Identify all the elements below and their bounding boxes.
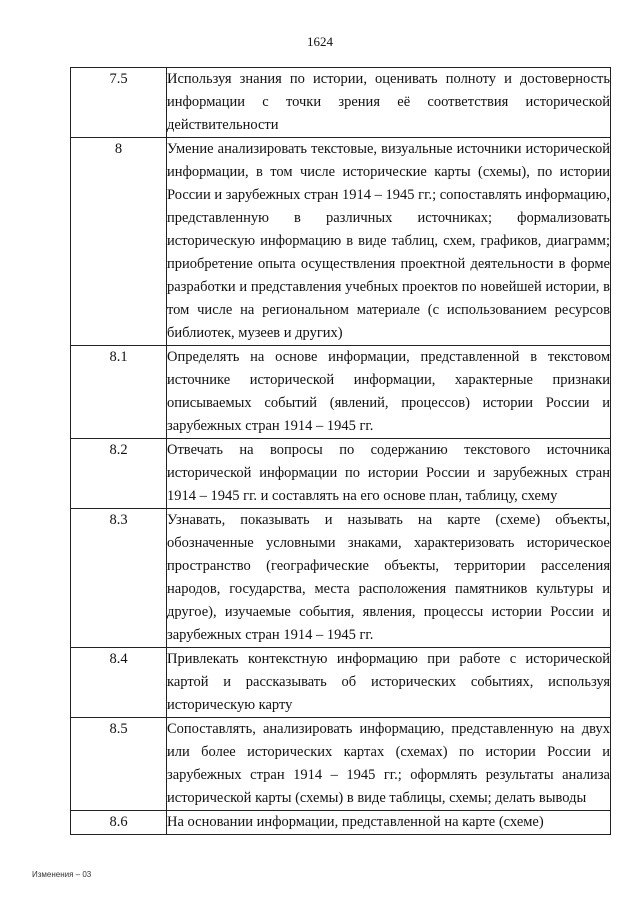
row-text: Отвечать на вопросы по содержанию текстового источника исторической информации по истории России и зарубежных стран 1914 – 1945 гг. и составлять на его основе план, таблицу, схему — [167, 439, 611, 509]
table-row — [71, 509, 611, 648]
table-row — [71, 439, 611, 509]
row-code: 8.5 — [71, 718, 167, 811]
row-code: 8.3 — [71, 509, 167, 648]
row-code: 8.1 — [71, 346, 167, 439]
table-row — [71, 811, 611, 835]
row-code: 7.5 — [71, 68, 167, 138]
row-code: 8 — [71, 138, 167, 346]
page-number: 1624 — [307, 34, 333, 49]
requirements-table — [70, 67, 611, 835]
row-text: Привлекать контекстную информацию при работе с исторической картой и рассказывать об исторических событиях, используя историческую карту — [167, 648, 611, 718]
row-code: 8.2 — [71, 439, 167, 509]
table-row — [71, 346, 611, 439]
row-text: Используя знания по истории, оценивать полноту и достоверность информации с точки зрения её соответствия исторической действительности — [167, 68, 611, 138]
row-text: Определять на основе информации, представленной в текстовом источнике исторической информации, характерные признаки описываемых событий (явлений, процессов) истории России и зарубежных стран 1914 – 1945 гг. — [167, 346, 611, 439]
row-text: Умение анализировать текстовые, визуальные источники исторической информации, в том числе исторические карты (схемы), по истории России и зарубежных стран 1914 – 1945 гг.; сопоставлять информацию, представленную в различных источниках; формализовать историческую информацию в виде таблиц, схем, графиков, диаграмм; приобретение опыта осуществления проектной деятельности в форме разработки и представления учебных проектов по новейшей истории, в том числе на региональном материале (с использованием ресурсов библиотек, музеев и других) — [167, 138, 611, 346]
footer-revision: Изменения – 03 — [32, 870, 92, 879]
table-row — [71, 138, 611, 346]
table-row — [71, 648, 611, 718]
row-code: 8.6 — [71, 811, 167, 835]
table-row — [71, 718, 611, 811]
table-row — [71, 68, 611, 138]
row-code: 8.4 — [71, 648, 167, 718]
row-text: На основании информации, представленной на карте (схеме) — [167, 811, 611, 835]
row-text: Сопоставлять, анализировать информацию, представленную на двух или более исторических картах (схемах) по истории России и зарубежных стран 1914 – 1945 гг.; оформлять результаты анализа исторической карты (схемы) в виде таблицы, схемы; делать выводы — [167, 718, 611, 811]
row-text: Узнавать, показывать и называть на карте (схеме) объекты, обозначенные условными знаками, характеризовать историческое пространство (географические объекты, территории расселения народов, государства, места расположения памятников культуры и другое), изучаемые события, явления, процессы истории России и зарубежных стран 1914 – 1945 гг. — [167, 509, 611, 648]
